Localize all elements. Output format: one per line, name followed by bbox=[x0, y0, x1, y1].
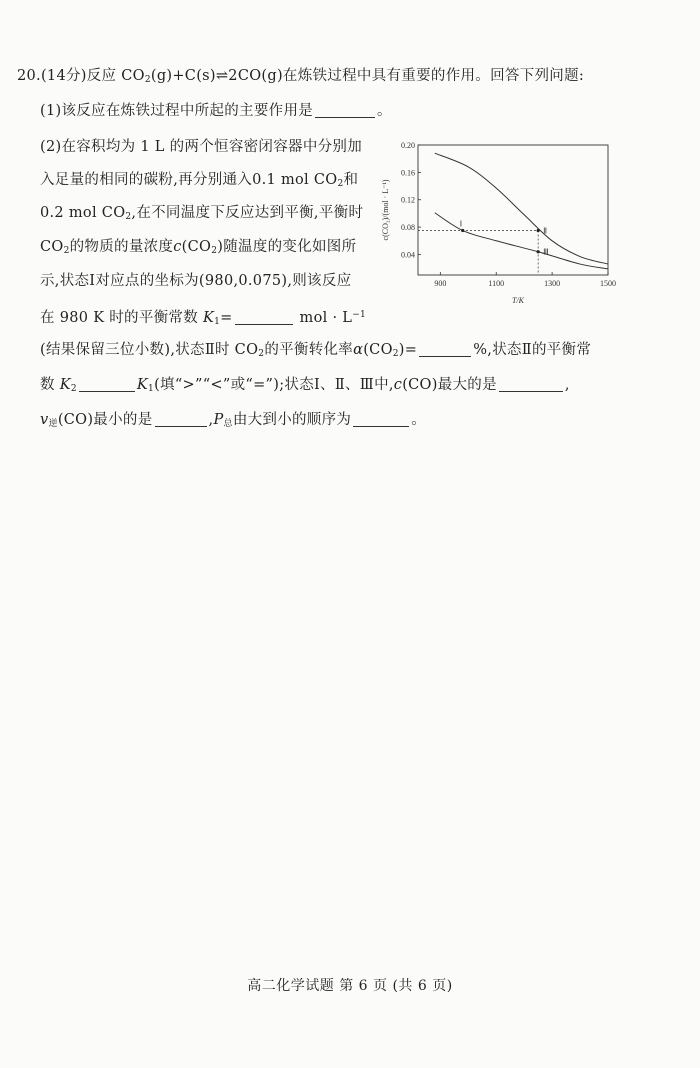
part-2-line-7: (结果保留三位小数),状态Ⅱ时 $CO_2$的平衡转化率$\alpha(CO_2)=$ %,状态Ⅱ的平衡常 bbox=[40, 342, 592, 359]
answer-blank-min-v[interactable] bbox=[155, 412, 207, 427]
x-tick-label: 900 bbox=[434, 279, 447, 288]
y-tick-label: 0.12 bbox=[401, 195, 415, 205]
y-tick-label: 0.20 bbox=[401, 141, 415, 150]
x-tick-label: 1300 bbox=[544, 279, 561, 288]
part-2-line-2: 入足量的相同的碳粉,再分别通入0.1 mol $CO_2$和 bbox=[40, 172, 359, 189]
concentration-temperature-chart bbox=[378, 133, 618, 305]
x-tick-label: 1100 bbox=[488, 279, 505, 288]
part-2-line-6: 在 980 K 时的平衡常数 $K_1=$ mol · $L^{-1}$ bbox=[40, 310, 367, 327]
part-2-line-4: $CO_2$的物质的量浓度$c(CO_2)$随温度的变化如图所 bbox=[40, 239, 357, 256]
part-2-line-5: 示,状态Ⅰ对应点的坐标为(980,0.075),则该反应 bbox=[40, 273, 352, 289]
x-tick-label: 1500 bbox=[600, 279, 616, 288]
question-number: 20. bbox=[17, 68, 41, 84]
state-point-1 bbox=[461, 229, 464, 232]
answer-blank-1[interactable] bbox=[315, 103, 375, 118]
x-axis-label: T/K bbox=[511, 296, 525, 305]
page-footer: 高二化学试题 第 6 页 (共 6 页) bbox=[247, 978, 453, 994]
x-ticks bbox=[434, 272, 616, 288]
y-tick-label: 0.16 bbox=[401, 168, 415, 178]
y-axis-label-group bbox=[381, 179, 390, 240]
question-header: 20.(14分)反应 $CO_2(g)+C(s)\rightleftharpoons 2CO(g)$在炼铁过程中具有重要的作用。回答下列问题: bbox=[17, 68, 585, 85]
part-2-line-1: (2)在容积均为 1 L 的两个恒容密闭容器中分别加 bbox=[40, 139, 363, 155]
y-tick-label: 0.08 bbox=[401, 223, 415, 233]
state-point-3 bbox=[537, 250, 540, 253]
state-point-label: Ⅰ bbox=[459, 219, 463, 229]
state-point-label: Ⅱ bbox=[543, 226, 548, 236]
answer-blank-compare[interactable] bbox=[79, 377, 135, 392]
guide-lines bbox=[418, 231, 538, 275]
y-tick-label: 0.04 bbox=[401, 250, 415, 260]
answer-blank-order[interactable] bbox=[353, 412, 409, 427]
plot-frame bbox=[418, 145, 608, 275]
y-axis-label: c(CO₂)/(mol · L⁻¹) bbox=[381, 179, 390, 241]
state-point-label: Ⅲ bbox=[543, 247, 549, 257]
question-score: (14分) bbox=[40, 68, 87, 84]
state-point-2 bbox=[537, 229, 540, 232]
series-group bbox=[435, 153, 608, 269]
part-2-line-8: 数 $K_2$ $K_1$(填“>”“<”或“=”);状态Ⅰ、Ⅱ、Ⅲ中,c(CO)最大的是 , bbox=[40, 377, 570, 394]
part-2-line-9: $v_逆(CO)$最小的是 $,P_总$由大到小的顺序为 。 bbox=[40, 412, 427, 429]
answer-blank-max-co[interactable] bbox=[499, 377, 563, 392]
answer-blank-alpha[interactable] bbox=[419, 342, 471, 357]
answer-blank-k1[interactable] bbox=[235, 310, 293, 325]
part-1: (1)该反应在炼铁过程中所起的主要作用是 。 bbox=[40, 103, 392, 119]
part-2-line-3: 0.2 mol $CO_2$,在不同温度下反应达到平衡,平衡时 bbox=[40, 205, 364, 222]
